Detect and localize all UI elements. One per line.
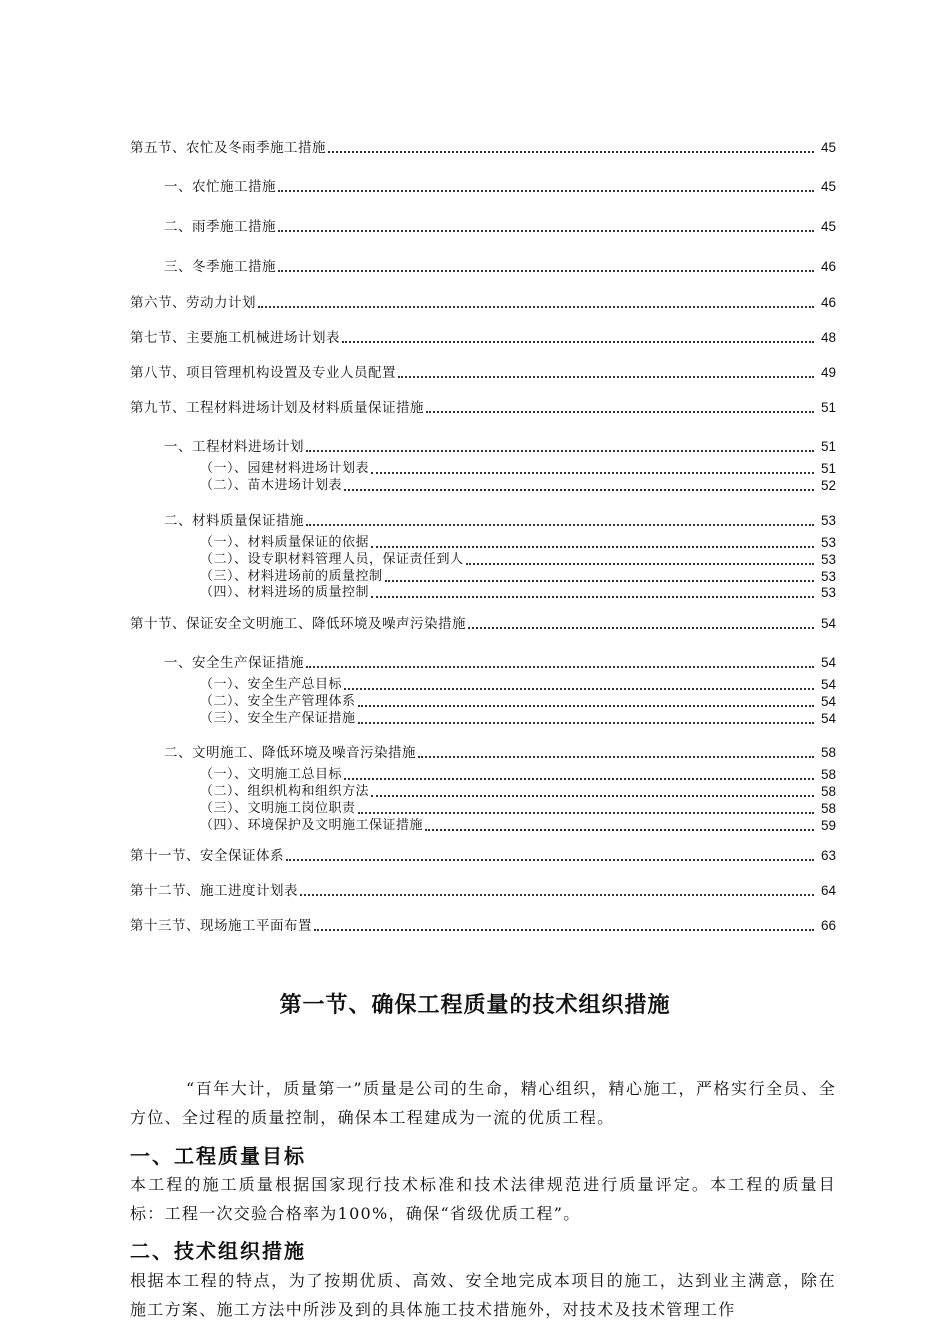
toc-entry-page: 49 (820, 365, 836, 380)
toc-entry-label: （四）、材料进场的质量控制 (200, 585, 370, 600)
toc-entry-page: 46 (820, 259, 836, 274)
toc-leader-dots (425, 811, 814, 831)
toc-entry-label: （三）、材料进场前的质量控制 (200, 569, 383, 584)
toc-entry-label: 一、工程材料进场计划 (164, 439, 304, 455)
toc-leader-dots (328, 133, 814, 153)
toc-entry-label: 一、农忙施工措施 (164, 179, 276, 195)
toc-entry[interactable] (130, 615, 836, 633)
toc-entry-label: 二、雨季施工措施 (164, 219, 276, 235)
toc-entry-page: 51 (820, 439, 836, 454)
toc-leader-dots (371, 578, 814, 598)
toc-entry-label: （四）、环境保护及文明施工保证措施 (200, 818, 424, 833)
toc-leader-dots (306, 506, 814, 526)
toc-entry[interactable] (130, 294, 836, 312)
toc-entry-label: （一）、安全生产总目标 (200, 677, 343, 692)
toc-leader-dots (278, 252, 814, 272)
toc-leader-dots (286, 841, 814, 861)
toc-entry-label: （三）、安全生产保证措施 (200, 711, 356, 726)
toc-entry-label: （一）、文明施工总目标 (200, 767, 343, 782)
toc-entry-page: 53 (820, 535, 836, 550)
toc-leader-dots (468, 609, 814, 629)
toc-entry-page: 51 (820, 400, 836, 415)
toc-entry[interactable] (130, 364, 836, 382)
section-title: 第一节、确保工程质量的技术组织措施 (279, 992, 671, 1018)
toc-entry-label: 第十三节、现场施工平面布置 (130, 918, 312, 934)
toc-entry-page: 51 (820, 461, 836, 476)
toc-entry[interactable] (130, 477, 836, 495)
toc-entry[interactable] (130, 329, 836, 347)
toc-leader-dots (314, 911, 814, 931)
toc-entry-page: 58 (820, 745, 836, 760)
toc-entry-label: （二）、苗木进场计划表 (200, 478, 343, 493)
toc-entry-page: 58 (820, 767, 836, 782)
heading-quality-goal: 一、工程质量目标 (130, 1144, 306, 1168)
toc-entry-label: （二）、设专职材料管理人员，保证责任到人 (200, 552, 464, 567)
toc-entry-page: 53 (820, 513, 836, 528)
toc-entry-page: 54 (820, 677, 836, 692)
toc-entry-label: 二、文明施工、降低环境及噪音污染措施 (164, 745, 416, 761)
toc-entry-page: 46 (820, 295, 836, 310)
toc-leader-dots (358, 704, 814, 724)
toc-entry-page: 52 (820, 478, 836, 493)
toc-entry-label: 第九节、工程材料进场计划及材料质量保证措施 (130, 400, 424, 416)
toc-entry-label: （二）、组织机构和组织方法 (200, 784, 370, 799)
toc-entry-page: 53 (820, 569, 836, 584)
toc-entry-page: 48 (820, 330, 836, 345)
toc-entry-page: 54 (820, 711, 836, 726)
toc-entry-page: 53 (820, 552, 836, 567)
toc-entry[interactable] (130, 584, 836, 602)
toc-leader-dots (278, 172, 814, 192)
toc-leader-dots (342, 323, 814, 343)
tech-measures-paragraph: 根据本工程的特点，为了按期优质、高效、安全地完成本项目的施工，达到业主满意，除在施工方案、施工方法中所涉及到的具体施工技术措施外，对技术及技术管理工作 (130, 1271, 836, 1319)
toc-entry-page: 54 (820, 694, 836, 709)
toc-entry[interactable] (130, 399, 836, 417)
toc-entry-label: 第五节、农忙及冬雨季施工措施 (130, 140, 326, 156)
toc-entry[interactable] (130, 710, 836, 728)
toc-entry-label: 第十一节、安全保证体系 (130, 848, 284, 864)
heading-tech-measures: 二、技术组织措施 (130, 1239, 306, 1263)
toc-entry-label: 第八节、项目管理机构设置及专业人员配置 (130, 365, 396, 381)
toc-entry-page: 54 (820, 655, 836, 670)
toc-entry[interactable] (130, 218, 836, 236)
toc-entry-page: 66 (820, 918, 836, 933)
toc-leader-dots (258, 288, 814, 308)
toc-entry-label: 第六节、劳动力计划 (130, 295, 256, 311)
toc-entry-page: 45 (820, 140, 836, 155)
toc-entry-page: 58 (820, 801, 836, 816)
quality-goal-paragraph: 本工程的施工质量根据国家现行技术标准和技术法律规范进行质量评定。本工程的质量目标：工程一次交验合格率为100%，确保“省级优质工程”。 (130, 1175, 836, 1223)
toc-entry-label: 第十二节、施工进度计划表 (130, 883, 298, 899)
toc-leader-dots (426, 393, 814, 413)
toc-entry-label: （一）、园建材料进场计划表 (200, 461, 370, 476)
toc-entry-label: 第十节、保证安全文明施工、降低环境及噪声污染措施 (130, 616, 466, 632)
toc-entry-label: 第七节、主要施工机械进场计划表 (130, 330, 340, 346)
toc-entry-label: 一、安全生产保证措施 (164, 655, 304, 671)
toc-entry-page: 54 (820, 616, 836, 631)
toc-entry-label: （二）、安全生产管理体系 (200, 694, 356, 709)
toc-entry-label: （三）、文明施工岗位职责 (200, 801, 356, 816)
toc-leader-dots (306, 432, 814, 452)
toc-entry[interactable] (130, 882, 836, 900)
toc-entry[interactable] (130, 258, 836, 276)
toc-entry[interactable] (130, 139, 836, 157)
toc-entry-page: 59 (820, 818, 836, 833)
toc-leader-dots (300, 876, 814, 896)
toc-leader-dots (306, 648, 814, 668)
toc-entry-page: 45 (820, 219, 836, 234)
toc-entry-label: （一）、材料质量保证的依据 (200, 535, 370, 550)
toc-entry[interactable] (130, 178, 836, 196)
toc-entry-page: 53 (820, 585, 836, 600)
toc-entry-page: 63 (820, 848, 836, 863)
toc-entry-page: 64 (820, 883, 836, 898)
toc-leader-dots (398, 358, 814, 378)
toc-entry-label: 三、冬季施工措施 (164, 259, 276, 275)
toc-entry-page: 58 (820, 784, 836, 799)
toc-entry-label: 二、材料质量保证措施 (164, 513, 304, 529)
toc-leader-dots (344, 471, 814, 491)
toc-entry-page: 45 (820, 179, 836, 194)
toc-entry[interactable] (130, 817, 836, 835)
toc-leader-dots (418, 738, 814, 758)
toc-leader-dots (278, 212, 814, 232)
intro-paragraph: “百年大计，质量第一”质量是公司的生命，精心组织，精心施工，严格实行全员、全方位、全过程的质量控制，确保本工程建成为一流的优质工程。 (130, 1079, 836, 1127)
toc-entry[interactable] (130, 847, 836, 865)
toc-entry[interactable] (130, 917, 836, 935)
